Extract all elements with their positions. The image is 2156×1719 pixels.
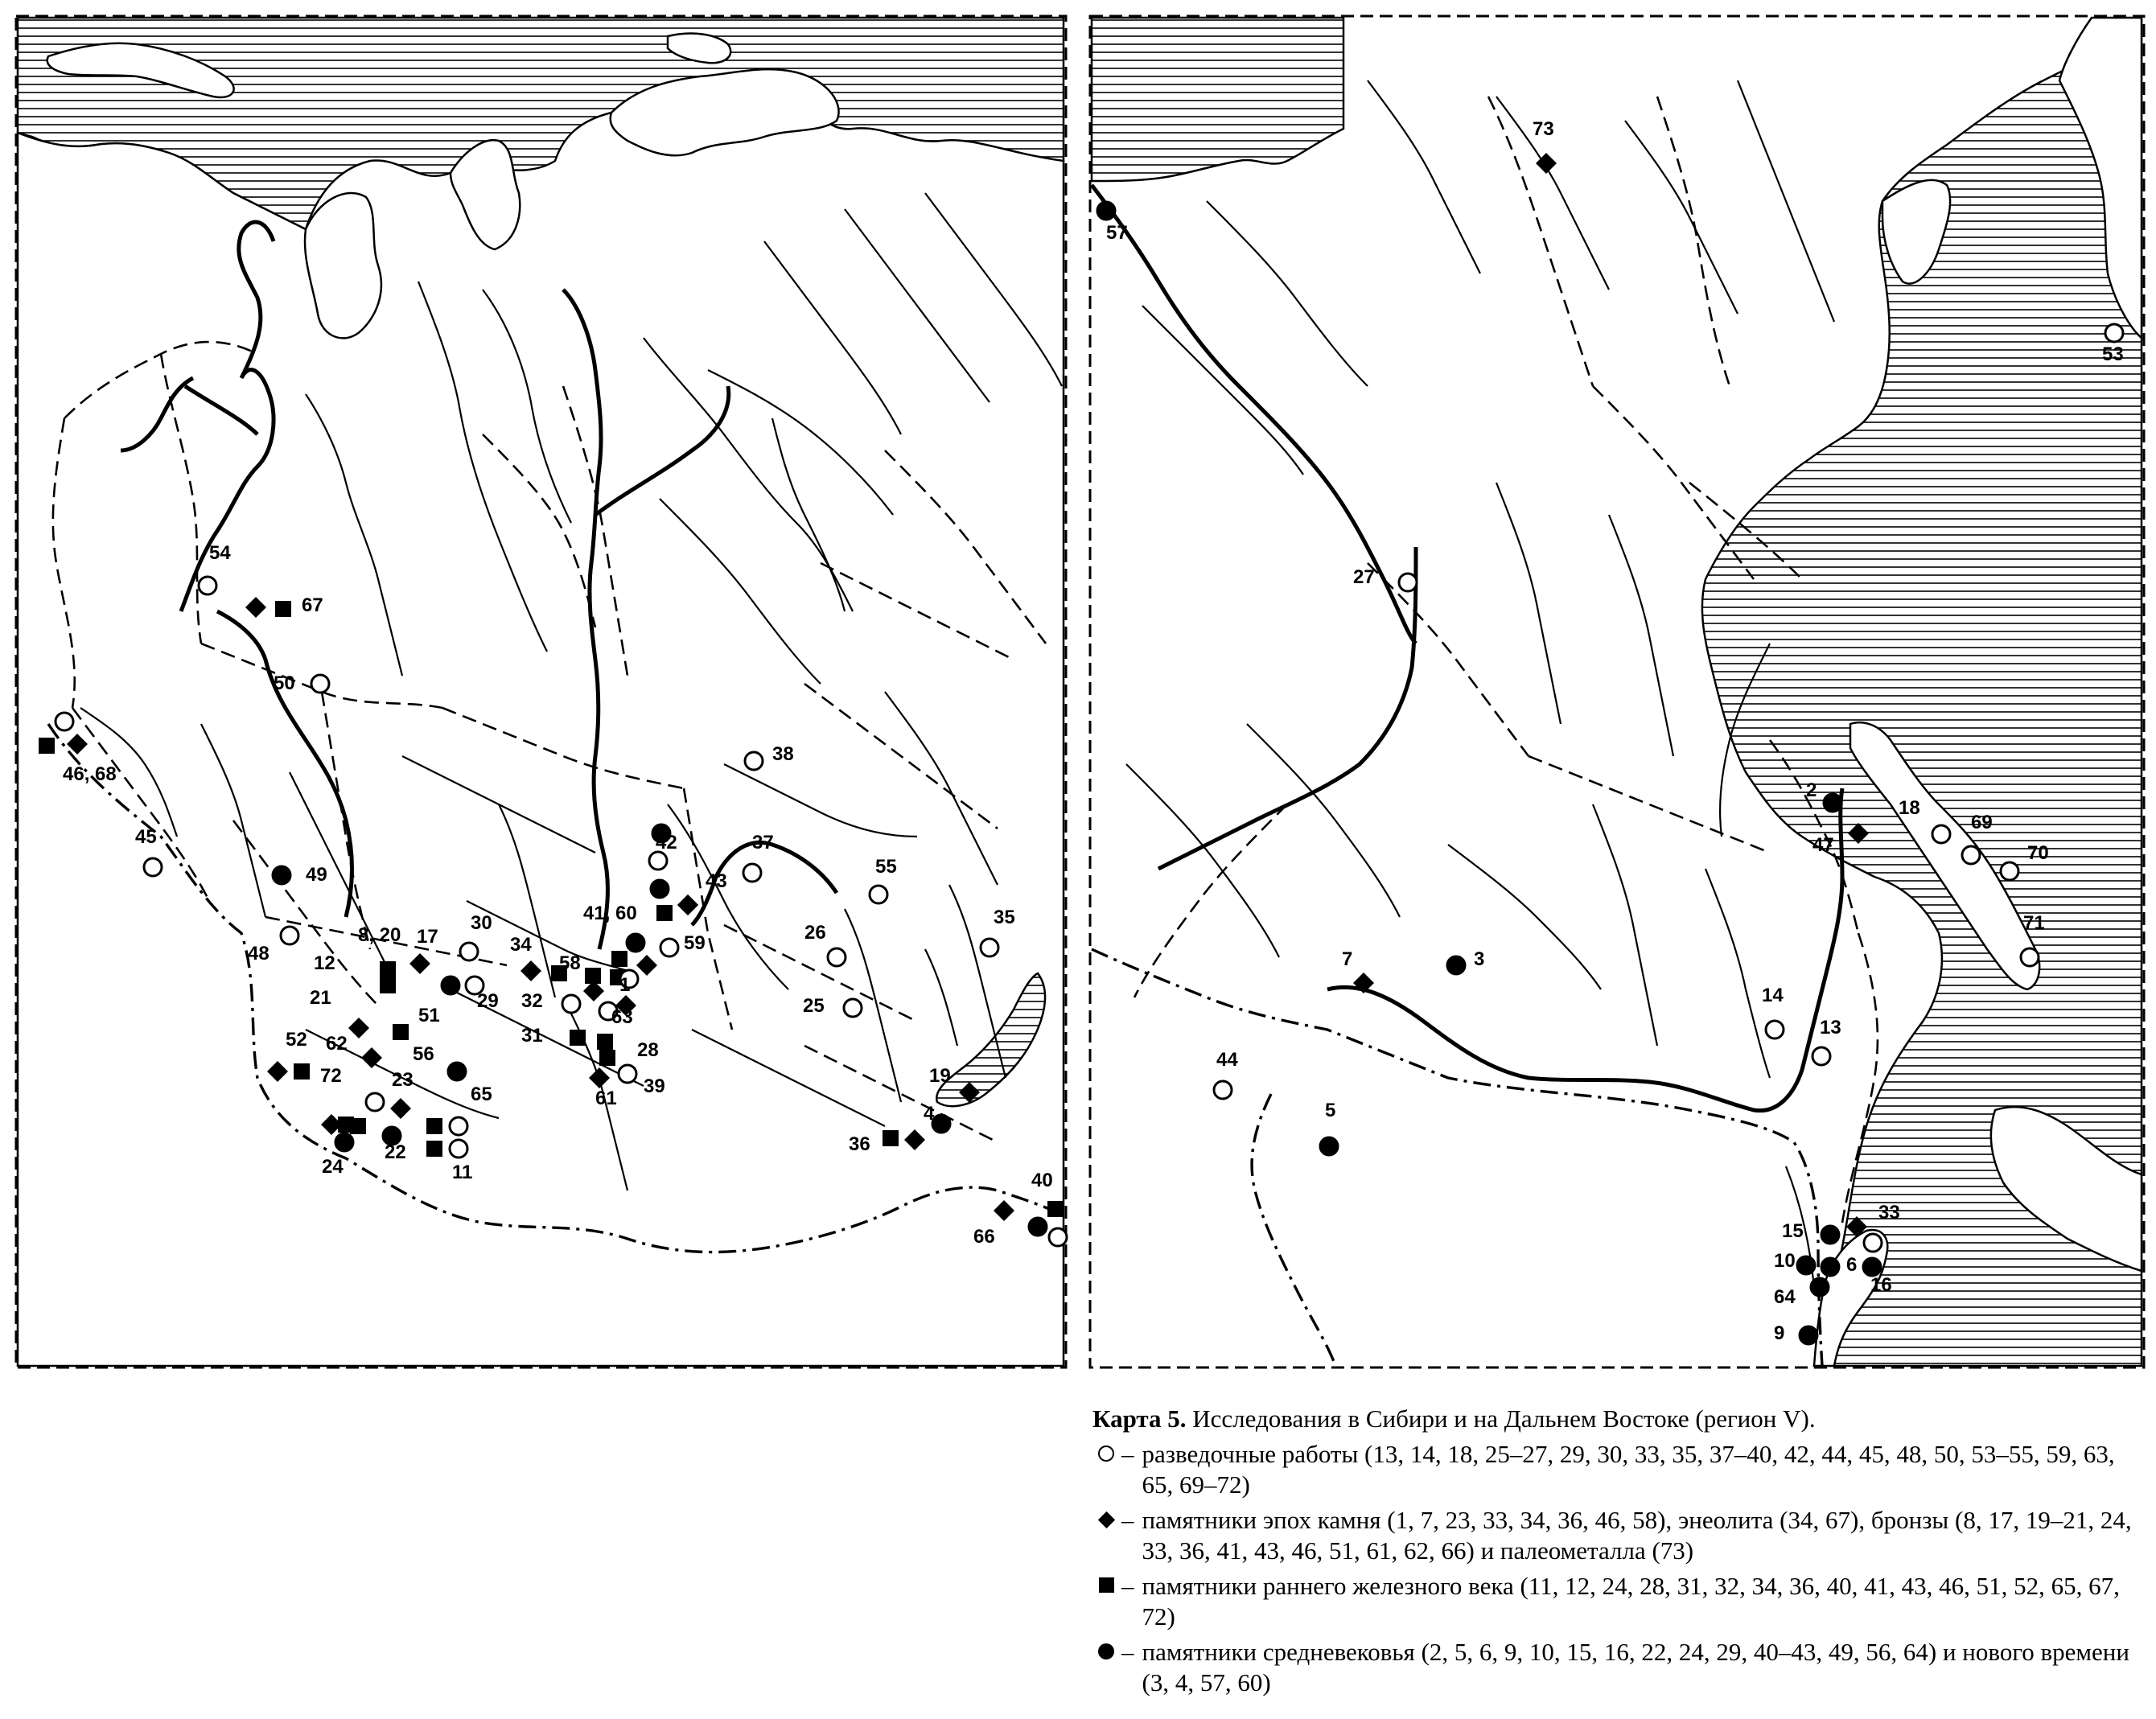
iron-age-site-marker: [350, 1118, 366, 1134]
exploration-site-marker: [1932, 825, 1950, 843]
iron-age-site-marker: [426, 1141, 442, 1157]
medieval-site-marker: [1447, 956, 1465, 974]
exploration-site-marker: [1766, 1021, 1784, 1038]
site-number-label: 49: [306, 864, 327, 886]
site-number-label: 23: [392, 1069, 414, 1091]
site-number-label: 27: [1353, 566, 1375, 588]
left-map-panel: [16, 16, 1066, 1367]
iron-age-site-marker: [883, 1130, 899, 1146]
iron-age-site-marker: [570, 1030, 586, 1046]
site-number-label: 10: [1774, 1250, 1796, 1272]
site-number-label: 70: [2027, 842, 2049, 864]
iron-age-site-marker: [275, 601, 291, 617]
site-number-label: 42: [656, 832, 677, 853]
site-number-label: 58: [559, 952, 581, 974]
site-number-label: 50: [274, 672, 295, 694]
exploration-site-marker: [1864, 1234, 1882, 1252]
legend-text-exploration: разведочные работы (13, 14, 18, 25–27, 29, 30, 33, 35, 37–40, 42, 44, 45, 48, 50, 53–55, 59, 63, 65, 69–72): [1142, 1440, 2115, 1499]
exploration-site-marker: [981, 939, 998, 956]
legend-row-stone-bronze: [1092, 1505, 2146, 1566]
exploration-site-marker: [366, 1093, 384, 1111]
site-number-label: 41,: [583, 903, 611, 924]
iron-age-site-marker: [611, 951, 627, 967]
exploration-site-marker: [56, 713, 73, 730]
site-number-label: 40: [1031, 1170, 1053, 1191]
legend-text-medieval: памятники средневековья (2, 5, 6, 9, 10, 15, 16, 22, 24, 29, 40–43, 49, 56, 64) и нового времени (3, 4, 57, 60): [1142, 1638, 2129, 1696]
site-number-label: 28: [637, 1039, 659, 1061]
caption-number: Карта 5.: [1092, 1404, 1187, 1433]
exploration-site-marker: [743, 864, 761, 882]
medieval-site-marker: [1821, 1226, 1839, 1244]
site-number-label: 45: [135, 826, 157, 848]
site-number-label: 5: [1325, 1100, 1336, 1121]
exploration-site-marker: [1214, 1081, 1232, 1099]
site-number-label: 4: [924, 1103, 935, 1125]
medieval-site-marker: [442, 977, 459, 994]
site-number-label: 2: [1806, 779, 1817, 801]
iron-age-site-marker: [380, 961, 396, 977]
medieval-site-marker: [1821, 1258, 1839, 1276]
site-number-label: 17: [417, 926, 438, 948]
exploration-site-marker: [745, 752, 763, 770]
site-number-label: 12: [314, 952, 335, 974]
site-number-label: 18: [1899, 797, 1920, 819]
iron-age-site-marker: [393, 1024, 409, 1040]
exploration-site-marker: [2105, 324, 2123, 342]
site-number-label: 48: [248, 943, 270, 964]
site-number-label: 22: [385, 1141, 406, 1163]
medieval-site-marker: [932, 1115, 950, 1133]
site-number-label: 65: [471, 1084, 492, 1105]
medieval-site-marker: [1029, 1218, 1047, 1236]
site-number-label: 54: [209, 542, 231, 564]
map-caption: [1092, 1404, 2146, 1434]
site-number-label: 60: [615, 903, 637, 924]
legend-dash: –: [1121, 1638, 1134, 1666]
exploration-site-marker: [619, 1065, 636, 1083]
medieval-site-marker: [1097, 202, 1115, 220]
site-number-label: 57: [1106, 222, 1128, 244]
site-number-label: 36: [849, 1133, 870, 1155]
site-number-label: 73: [1533, 118, 1554, 140]
site-number-label: 8, 20: [358, 924, 401, 946]
site-number-label: 15: [1782, 1220, 1804, 1242]
legend-dash: –: [1121, 1440, 1134, 1468]
exploration-site-marker: [649, 852, 667, 870]
site-number-label: 35: [994, 907, 1015, 928]
diamond-icon: [1097, 1511, 1114, 1528]
site-number-label: 51: [418, 1005, 440, 1026]
site-number-label: 64: [1774, 1286, 1796, 1308]
site-number-label: 46, 68: [63, 763, 117, 785]
square-icon: [1099, 1577, 1114, 1593]
exploration-site-marker: [450, 1140, 467, 1158]
river-zeya: [1158, 547, 1416, 869]
exploration-site-marker: [870, 886, 887, 903]
medieval-site-marker: [335, 1133, 353, 1151]
medieval-site-marker: [1797, 1256, 1815, 1274]
left-land-coast: [18, 87, 1064, 1366]
site-number-label: 21: [310, 987, 331, 1009]
site-number-label: 72: [320, 1065, 342, 1087]
medieval-site-marker: [1320, 1137, 1338, 1155]
exploration-site-marker: [450, 1117, 467, 1135]
iron-age-site-marker: [656, 905, 673, 921]
right-map-panel: [1090, 16, 2144, 1367]
map-legend: [1092, 1404, 2146, 1703]
site-number-label: 3: [1474, 948, 1485, 970]
site-number-label: 66: [973, 1226, 995, 1248]
exploration-site-marker: [460, 943, 478, 960]
site-number-label: 56: [413, 1043, 434, 1065]
site-number-label: 26: [804, 922, 826, 944]
site-number-label: 47: [1812, 834, 1834, 856]
site-number-label: 13: [1820, 1017, 1841, 1038]
exploration-site-marker: [844, 999, 862, 1017]
legend-text-iron-age: памятники раннего железного века (11, 12, 24, 28, 31, 32, 34, 36, 40, 41, 43, 46, 51, 52, 65, 67, 72): [1142, 1572, 2120, 1631]
site-number-label: 38: [772, 743, 794, 765]
site-number-label: 6: [1846, 1254, 1858, 1276]
site-number-label: 39: [644, 1075, 665, 1097]
legend-dash: –: [1121, 1572, 1134, 1600]
site-number-label: 43: [706, 870, 727, 892]
exploration-site-marker: [311, 675, 329, 693]
exploration-site-marker: [660, 939, 678, 956]
iron-age-site-marker: [380, 977, 396, 993]
site-number-label: 24: [322, 1156, 344, 1178]
legend-row-exploration: [1092, 1439, 2146, 1500]
open-circle-icon: [1098, 1446, 1114, 1462]
exploration-site-marker: [828, 948, 846, 966]
site-number-label: 62: [326, 1033, 348, 1055]
site-number-label: 37: [752, 832, 774, 853]
exploration-site-marker: [144, 858, 162, 876]
exploration-site-marker: [1399, 574, 1417, 591]
site-number-label: 33: [1878, 1202, 1900, 1223]
site-number-label: 7: [1342, 948, 1353, 970]
site-number-label: 25: [803, 995, 825, 1017]
medieval-site-marker: [273, 866, 290, 884]
right-state-border: [1092, 949, 1822, 1366]
legend-row-medieval: [1092, 1637, 2146, 1698]
filled-circle-icon: [1098, 1643, 1114, 1659]
legend-text-stone-bronze: памятники эпох камня (1, 7, 23, 33, 34, 36, 46, 58), энеолита (34, 67), бронзы (8, 17, 19–21, 24, 33, 36, 41, 43, 46, 51, 61, 62, 66) и палеометалла (73): [1142, 1506, 2132, 1565]
exploration-site-marker: [1049, 1228, 1067, 1246]
site-number-label: 29: [477, 990, 499, 1012]
medieval-site-marker: [1811, 1278, 1829, 1296]
site-number-label: 53: [2102, 343, 2124, 365]
legend-row-iron-age: [1092, 1571, 2146, 1632]
exploration-site-marker: [2021, 948, 2039, 966]
sea-top-left-right-panel: [1092, 18, 1343, 181]
site-number-label: 61: [595, 1088, 617, 1109]
site-number-label: 31: [521, 1025, 543, 1047]
iron-age-site-marker: [599, 1050, 615, 1066]
site-number-label: 69: [1971, 812, 1993, 833]
site-number-label: 30: [471, 912, 492, 934]
caption-text: Исследования в Сибири и на Дальнем Востоке (регион V).: [1192, 1404, 1816, 1433]
medieval-site-marker: [651, 880, 669, 898]
site-number-label: 44: [1216, 1049, 1238, 1071]
site-number-label: 9: [1774, 1322, 1785, 1344]
medieval-site-marker: [448, 1063, 466, 1080]
site-number-label: 16: [1870, 1274, 1892, 1296]
site-number-label: 14: [1762, 985, 1784, 1006]
site-number-label: 32: [521, 990, 543, 1012]
exploration-site-marker: [2001, 862, 2018, 880]
iron-age-site-marker: [597, 1034, 613, 1050]
exploration-site-marker: [1962, 846, 1980, 864]
site-number-label: 67: [302, 594, 323, 616]
site-number-label: 1: [619, 974, 631, 996]
exploration-site-marker: [281, 927, 298, 944]
site-number-label: 11: [452, 1162, 473, 1183]
site-number-label: 52: [286, 1029, 307, 1051]
site-number-label: 19: [929, 1065, 951, 1087]
medieval-site-marker: [1863, 1258, 1881, 1276]
site-number-label: 55: [875, 856, 897, 878]
medieval-site-marker: [1824, 794, 1841, 812]
site-number-label: 63: [611, 1006, 633, 1028]
iron-age-site-marker: [294, 1063, 310, 1080]
site-number-label: 59: [684, 932, 706, 954]
exploration-site-marker: [1812, 1047, 1830, 1065]
iron-age-site-marker: [1047, 1201, 1064, 1217]
site-number-label: 34: [510, 934, 532, 956]
iron-age-site-marker: [426, 1118, 442, 1134]
medieval-site-marker: [1800, 1326, 1817, 1344]
legend-dash: –: [1121, 1506, 1134, 1534]
exploration-site-marker: [562, 995, 580, 1013]
exploration-site-marker: [199, 577, 216, 594]
iron-age-site-marker: [39, 738, 55, 754]
medieval-site-marker: [627, 934, 644, 952]
site-number-label: 71: [2023, 912, 2045, 934]
